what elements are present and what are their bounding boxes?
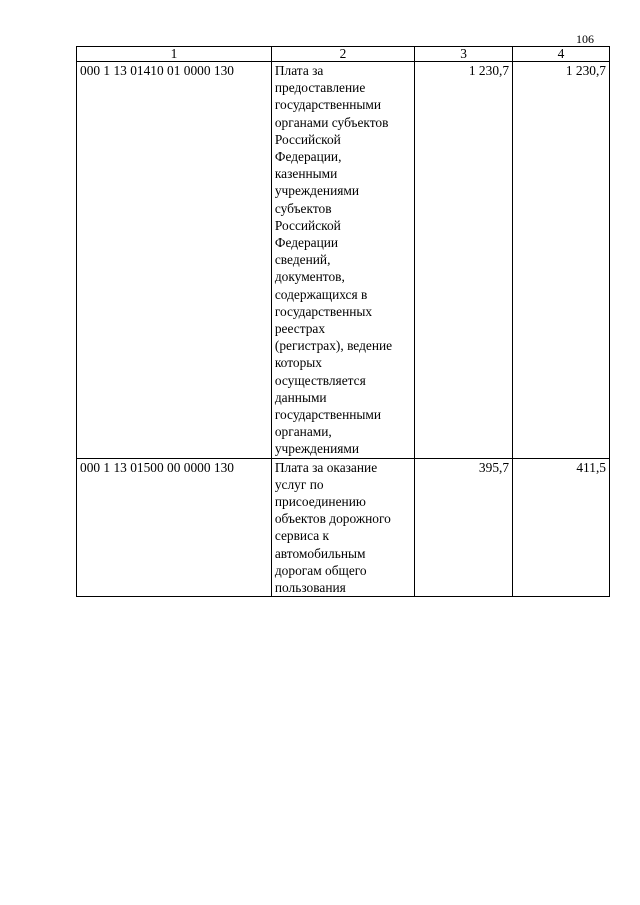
name-line: предоставление	[274, 80, 366, 96]
name-line: Российской	[274, 131, 341, 147]
name-line: данными	[274, 389, 327, 405]
name-line: государственными	[274, 407, 382, 423]
value-col3: 1 230,7	[415, 62, 513, 459]
name-line: Плата за оказание	[274, 459, 378, 475]
name-line: Плата за	[274, 63, 324, 78]
name-line: объектов дорожного	[274, 511, 391, 527]
table-row	[77, 62, 610, 459]
name-line: содержащихся в	[274, 286, 368, 302]
table-row	[77, 458, 610, 597]
column-header-1: 1	[77, 47, 272, 62]
name-line: осуществляется	[274, 372, 366, 388]
name-line: государственными	[274, 97, 382, 113]
name-line: субъектов	[274, 200, 332, 216]
name-line: автомобильным	[274, 545, 366, 561]
budget-code: 000 1 13 01410 01 0000 130	[77, 62, 272, 459]
income-name	[271, 458, 414, 597]
header-row	[77, 47, 610, 62]
budget-table	[76, 46, 610, 597]
budget-code: 000 1 13 01500 00 0000 130	[77, 458, 272, 597]
name-line: государственных	[274, 303, 373, 319]
name-line: учреждениями	[274, 441, 360, 457]
name-line: (регистрах), ведение	[274, 338, 393, 354]
name-line: дорогам общего	[274, 562, 367, 578]
name-line: учреждениями	[274, 183, 360, 199]
column-header-3: 3	[415, 47, 513, 62]
value-col4: 411,5	[513, 458, 610, 597]
name-line: казенными	[274, 166, 338, 182]
name-line: реестрах	[274, 321, 326, 337]
name-line: органами субъектов	[274, 114, 389, 130]
name-line: Российской	[274, 217, 341, 233]
income-name	[271, 62, 414, 459]
value-col3: 395,7	[415, 458, 513, 597]
name-line: Федерации	[274, 235, 339, 251]
name-line: документов,	[274, 269, 345, 285]
name-line: Федерации,	[274, 149, 342, 165]
column-header-2: 2	[271, 47, 414, 62]
name-line: сервиса к	[274, 528, 329, 544]
name-line: сведений,	[274, 252, 331, 268]
column-header-4: 4	[513, 47, 610, 62]
name-line: пользования	[274, 580, 346, 596]
value-col4: 1 230,7	[513, 62, 610, 459]
name-line: органами,	[274, 424, 332, 440]
name-line: присоединению	[274, 494, 366, 510]
page-number: 106	[576, 32, 594, 46]
name-line: услуг по	[274, 476, 324, 492]
name-line: которых	[274, 355, 322, 371]
